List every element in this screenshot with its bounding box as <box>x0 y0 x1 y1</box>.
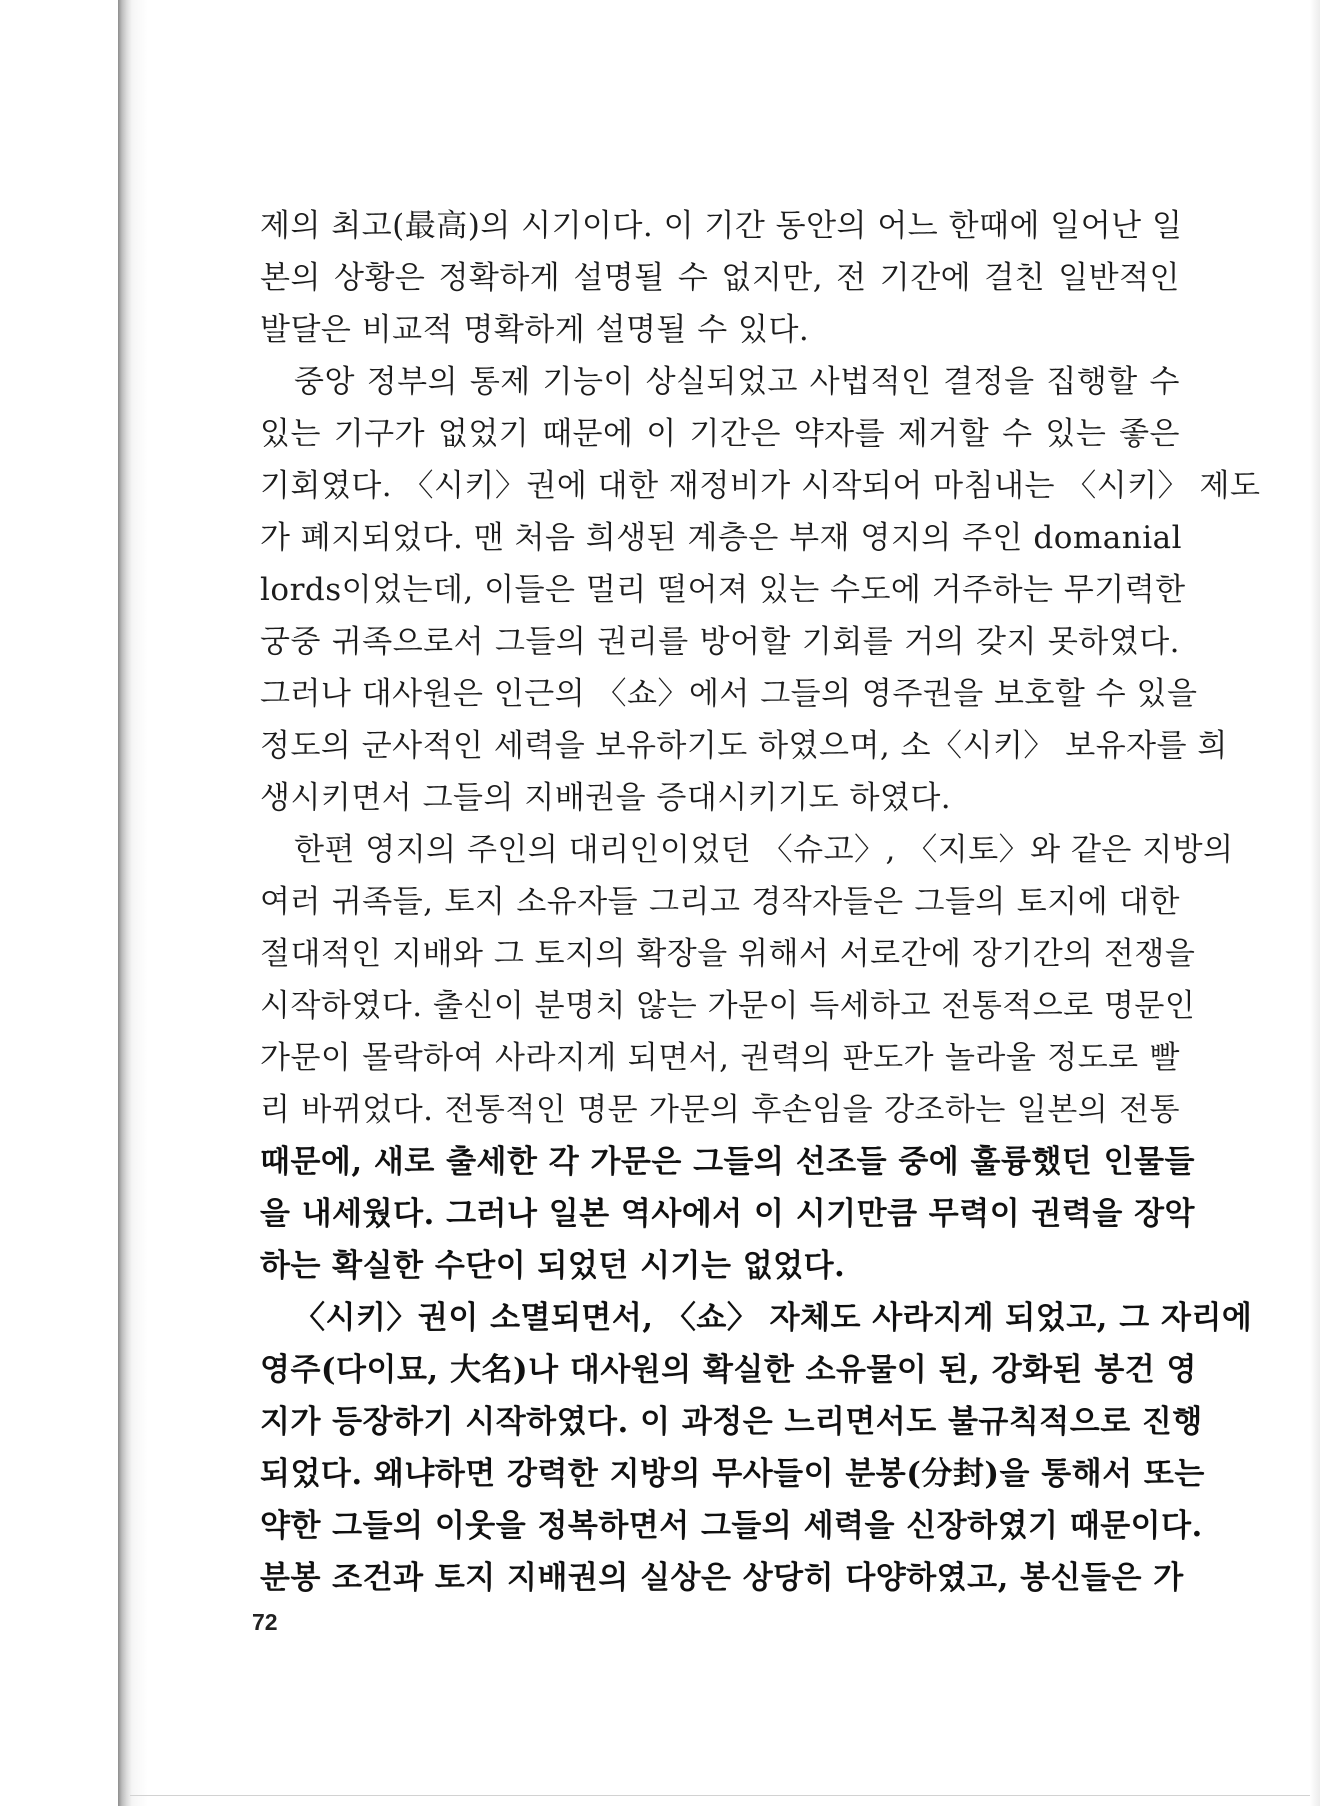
body-text <box>260 200 1261 1604</box>
page-bottom-edge <box>130 1795 1310 1796</box>
text-line: 본의 상황은 정확하게 설명될 수 없지만, 전 기간에 걸친 일반적인 <box>260 260 1180 296</box>
text-line: 절대적인 지배와 그 토지의 확장을 위해서 서로간에 장기간의 전쟁을 <box>260 936 1196 972</box>
text-line: 그러나 대사원은 인근의 〈쇼〉에서 그들의 영주권을 보호할 수 있을 <box>260 676 1198 712</box>
text-line: 때문에, 새로 출세한 각 가문은 그들의 선조들 중에 훌륭했던 인물들 <box>260 1144 1195 1180</box>
text-line: 리 바뀌었다. 전통적인 명문 가문의 후손임을 강조하는 일본의 전통 <box>260 1092 1180 1128</box>
text-line: 약한 그들의 이웃을 정복하면서 그들의 세력을 신장하였기 때문이다. <box>260 1508 1203 1544</box>
text-line: 생시키면서 그들의 지배권을 증대시키기도 하였다. <box>260 780 952 816</box>
text-line: 정도의 군사적인 세력을 보유하기도 하였으며, 소〈시키〉 보유자를 희 <box>260 728 1228 764</box>
text-line: 중앙 정부의 통제 기능이 상실되었고 사법적인 결정을 집행할 수 <box>294 364 1180 400</box>
page-right-edge <box>1310 0 1320 1806</box>
page-number: 72 <box>252 1609 278 1635</box>
text-line: 발달은 비교적 명확하게 설명될 수 있다. <box>260 312 810 348</box>
text-line: 지가 등장하기 시작하였다. 이 과정은 느리면서도 불규칙적으로 진행 <box>260 1404 1203 1440</box>
text-line: 궁중 귀족으로서 그들의 권리를 방어할 기회를 거의 갖지 못하였다. <box>260 624 1180 660</box>
text-line: 기회였다. 〈시키〉권에 대한 재정비가 시작되어 마침내는 〈시키〉 제도 <box>260 468 1261 504</box>
text-line: 하는 확실한 수단이 되었던 시기는 없었다. <box>260 1248 846 1284</box>
text-line: lords이었는데, 이들은 멀리 떨어져 있는 수도에 거주하는 무기력한 <box>260 572 1186 608</box>
text-line: 한편 영지의 주인의 대리인이었던 〈슈고〉, 〈지토〉와 같은 지방의 <box>294 832 1234 868</box>
text-line: 되었다. 왜냐하면 강력한 지방의 무사들이 분봉(分封)을 통해서 또는 <box>260 1456 1205 1492</box>
page-binding-edge <box>118 0 132 1806</box>
text-line: 제의 최고(最高)의 시기이다. 이 기간 동안의 어느 한때에 일어난 일 <box>260 208 1183 244</box>
text-line: 시작하였다. 출신이 분명치 않는 가문이 득세하고 전통적으로 명문인 <box>260 988 1196 1024</box>
text-line: 여러 귀족들, 토지 소유자들 그리고 경작자들은 그들의 토지에 대한 <box>260 884 1180 920</box>
text-line: 〈시키〉권이 소멸되면서, 〈쇼〉 자체도 사라지게 되었고, 그 자리에 <box>294 1300 1253 1336</box>
text-line: 영주(다이묘, 大名)나 대사원의 확실한 소유물이 된, 강화된 봉건 영 <box>260 1352 1197 1388</box>
text-line: 가 폐지되었다. 맨 처음 희생된 계층은 부재 영지의 주인 domanial <box>260 520 1183 556</box>
text-line: 있는 기구가 없었기 때문에 이 기간은 약자를 제거할 수 있는 좋은 <box>260 416 1180 452</box>
text-line: 을 내세웠다. 그러나 일본 역사에서 이 시기만큼 무력이 권력을 장악 <box>260 1196 1195 1232</box>
text-line: 분봉 조건과 토지 지배권의 실상은 상당히 다양하였고, 봉신들은 가 <box>260 1560 1184 1596</box>
text-line: 가문이 몰락하여 사라지게 되면서, 권력의 판도가 놀라울 정도로 빨 <box>260 1040 1180 1076</box>
